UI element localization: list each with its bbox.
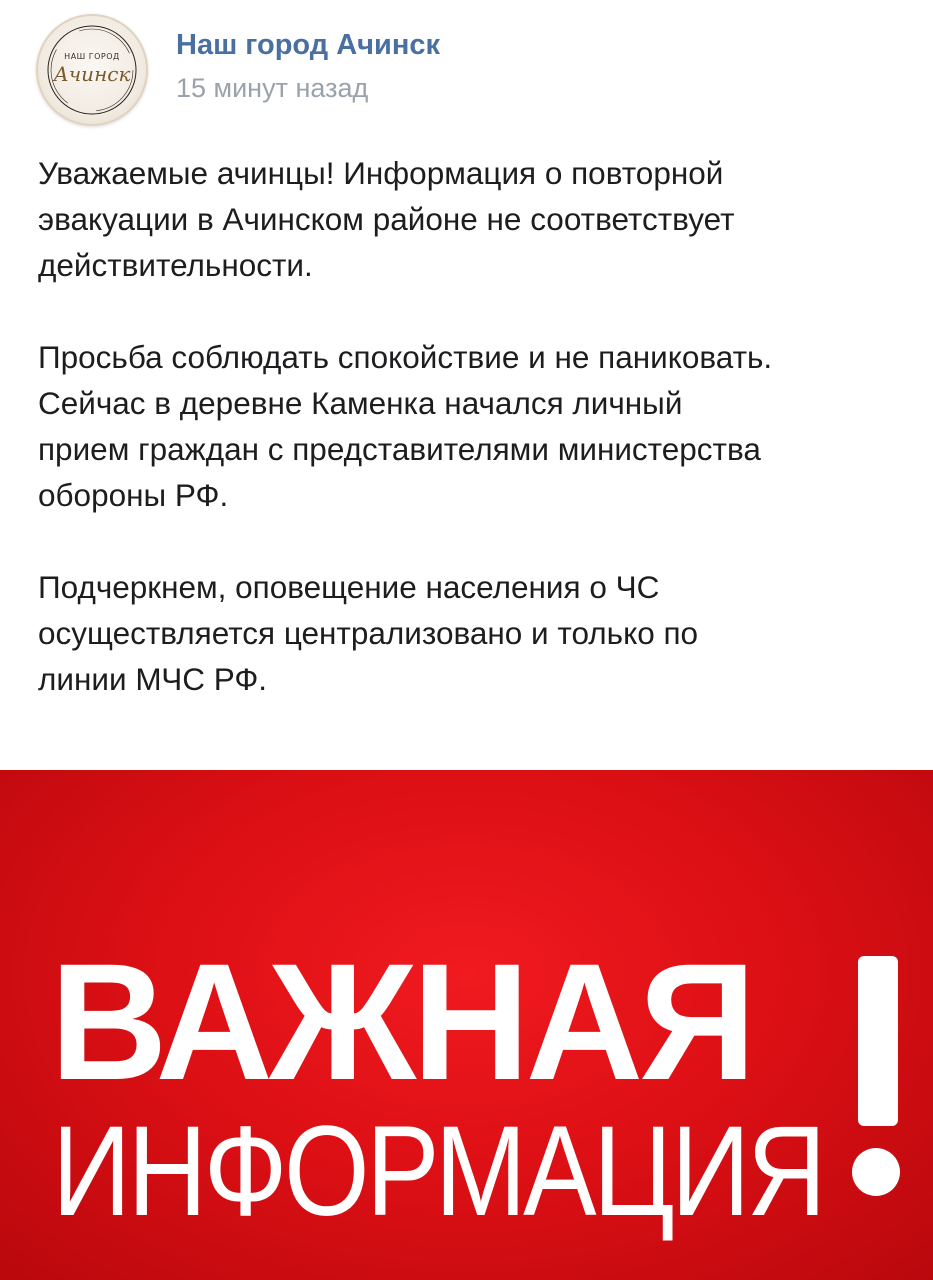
post-header: [36, 14, 440, 126]
author-name[interactable]: Наш город Ачинск: [176, 29, 440, 61]
post-paragraph-1: Уважаемые ачинцы! Информация о повторной эвакуации в Ачинском районе не соответствует действительности.: [38, 155, 735, 283]
post-timestamp[interactable]: 15 минут назад: [176, 73, 369, 103]
banner-headline-line1: ВАЖНАЯ: [50, 930, 753, 1115]
exclamation-icon: [858, 956, 898, 1126]
post-text: [38, 150, 898, 748]
avatar-top-text: НАШ ГОРОД: [64, 52, 120, 61]
post-paragraph-2: Просьба соблюдать спокойствие и не паниковать. Сейчас в деревне Каменка начался личный прием граждан с представителями министерства обороны РФ.: [38, 339, 773, 513]
exclamation-dot-icon: [852, 1148, 900, 1196]
post-paragraph-3: Подчеркнем, оповещение населения о ЧС осуществляется централизовано и только по линии МЧС РФ.: [38, 569, 699, 697]
post-meta: [176, 25, 440, 107]
avatar-logo-text: Ачинск: [53, 62, 131, 86]
banner-headline-line2: ИНФОРМАЦИЯ: [52, 1100, 823, 1243]
post-image-banner[interactable]: [0, 770, 933, 1280]
community-avatar[interactable]: [36, 14, 148, 126]
